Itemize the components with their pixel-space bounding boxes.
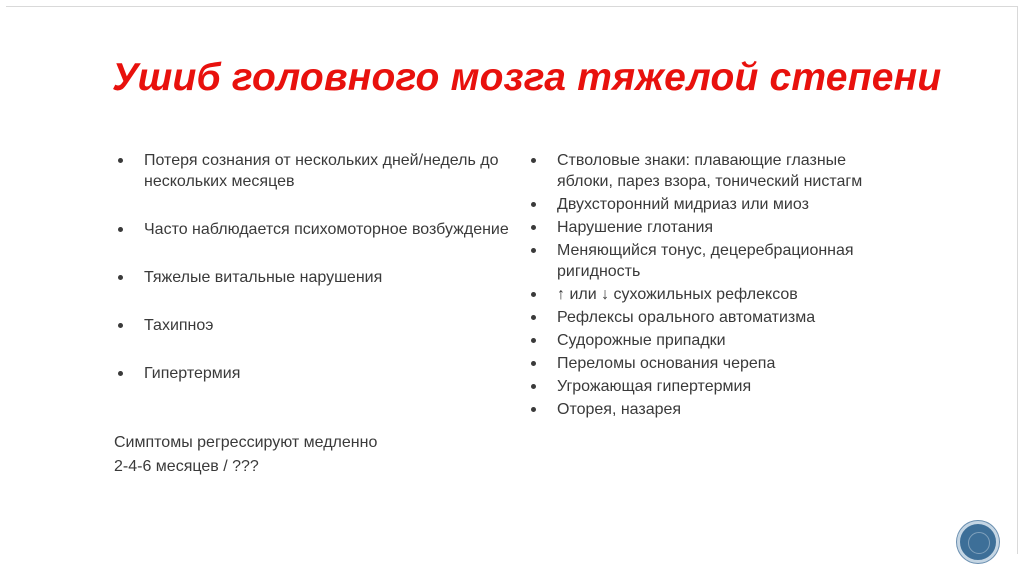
circle-nav-icon[interactable] — [957, 521, 999, 563]
list-item: Стволовые знаки: плавающие глазные яблоки, парез взора, тонический нистагм — [557, 150, 877, 192]
right-symptom-list — [557, 150, 877, 422]
list-item: Тяжелые витальные нарушения — [144, 267, 524, 288]
slide-title: Ушиб головного мозга тяжелой степени — [112, 56, 942, 99]
list-item: Потеря сознания от нескольких дней/недель до нескольких месяцев — [144, 150, 524, 192]
list-item: Меняющийся тонус, децеребрационная ригидность — [557, 240, 877, 282]
list-item: ↑ или ↓ сухожильных рефлексов — [557, 284, 877, 305]
list-item: Оторея, назарея — [557, 399, 877, 420]
regression-note — [114, 431, 494, 479]
list-item: Нарушение глотания — [557, 217, 877, 238]
left-symptom-list — [144, 150, 524, 384]
regression-note-line-1: Симптомы регрессируют медленно — [114, 434, 378, 451]
list-item: Угрожающая гипертермия — [557, 376, 877, 397]
slide-frame-top — [6, 6, 1018, 7]
list-item: Судорожные припадки — [557, 330, 877, 351]
list-item: Часто наблюдается психомоторное возбуждение — [144, 219, 524, 240]
list-item: Переломы основания черепа — [557, 353, 877, 374]
list-item: Гипертермия — [144, 363, 524, 384]
list-item: Двухсторонний мидриаз или миоз — [557, 194, 877, 215]
list-item: Рефлексы орального автоматизма — [557, 307, 877, 328]
list-item: Тахипноэ — [144, 315, 524, 336]
regression-note-line-2: 2-4-6 месяцев / ??? — [114, 458, 259, 475]
slide-frame-right — [1017, 6, 1018, 554]
